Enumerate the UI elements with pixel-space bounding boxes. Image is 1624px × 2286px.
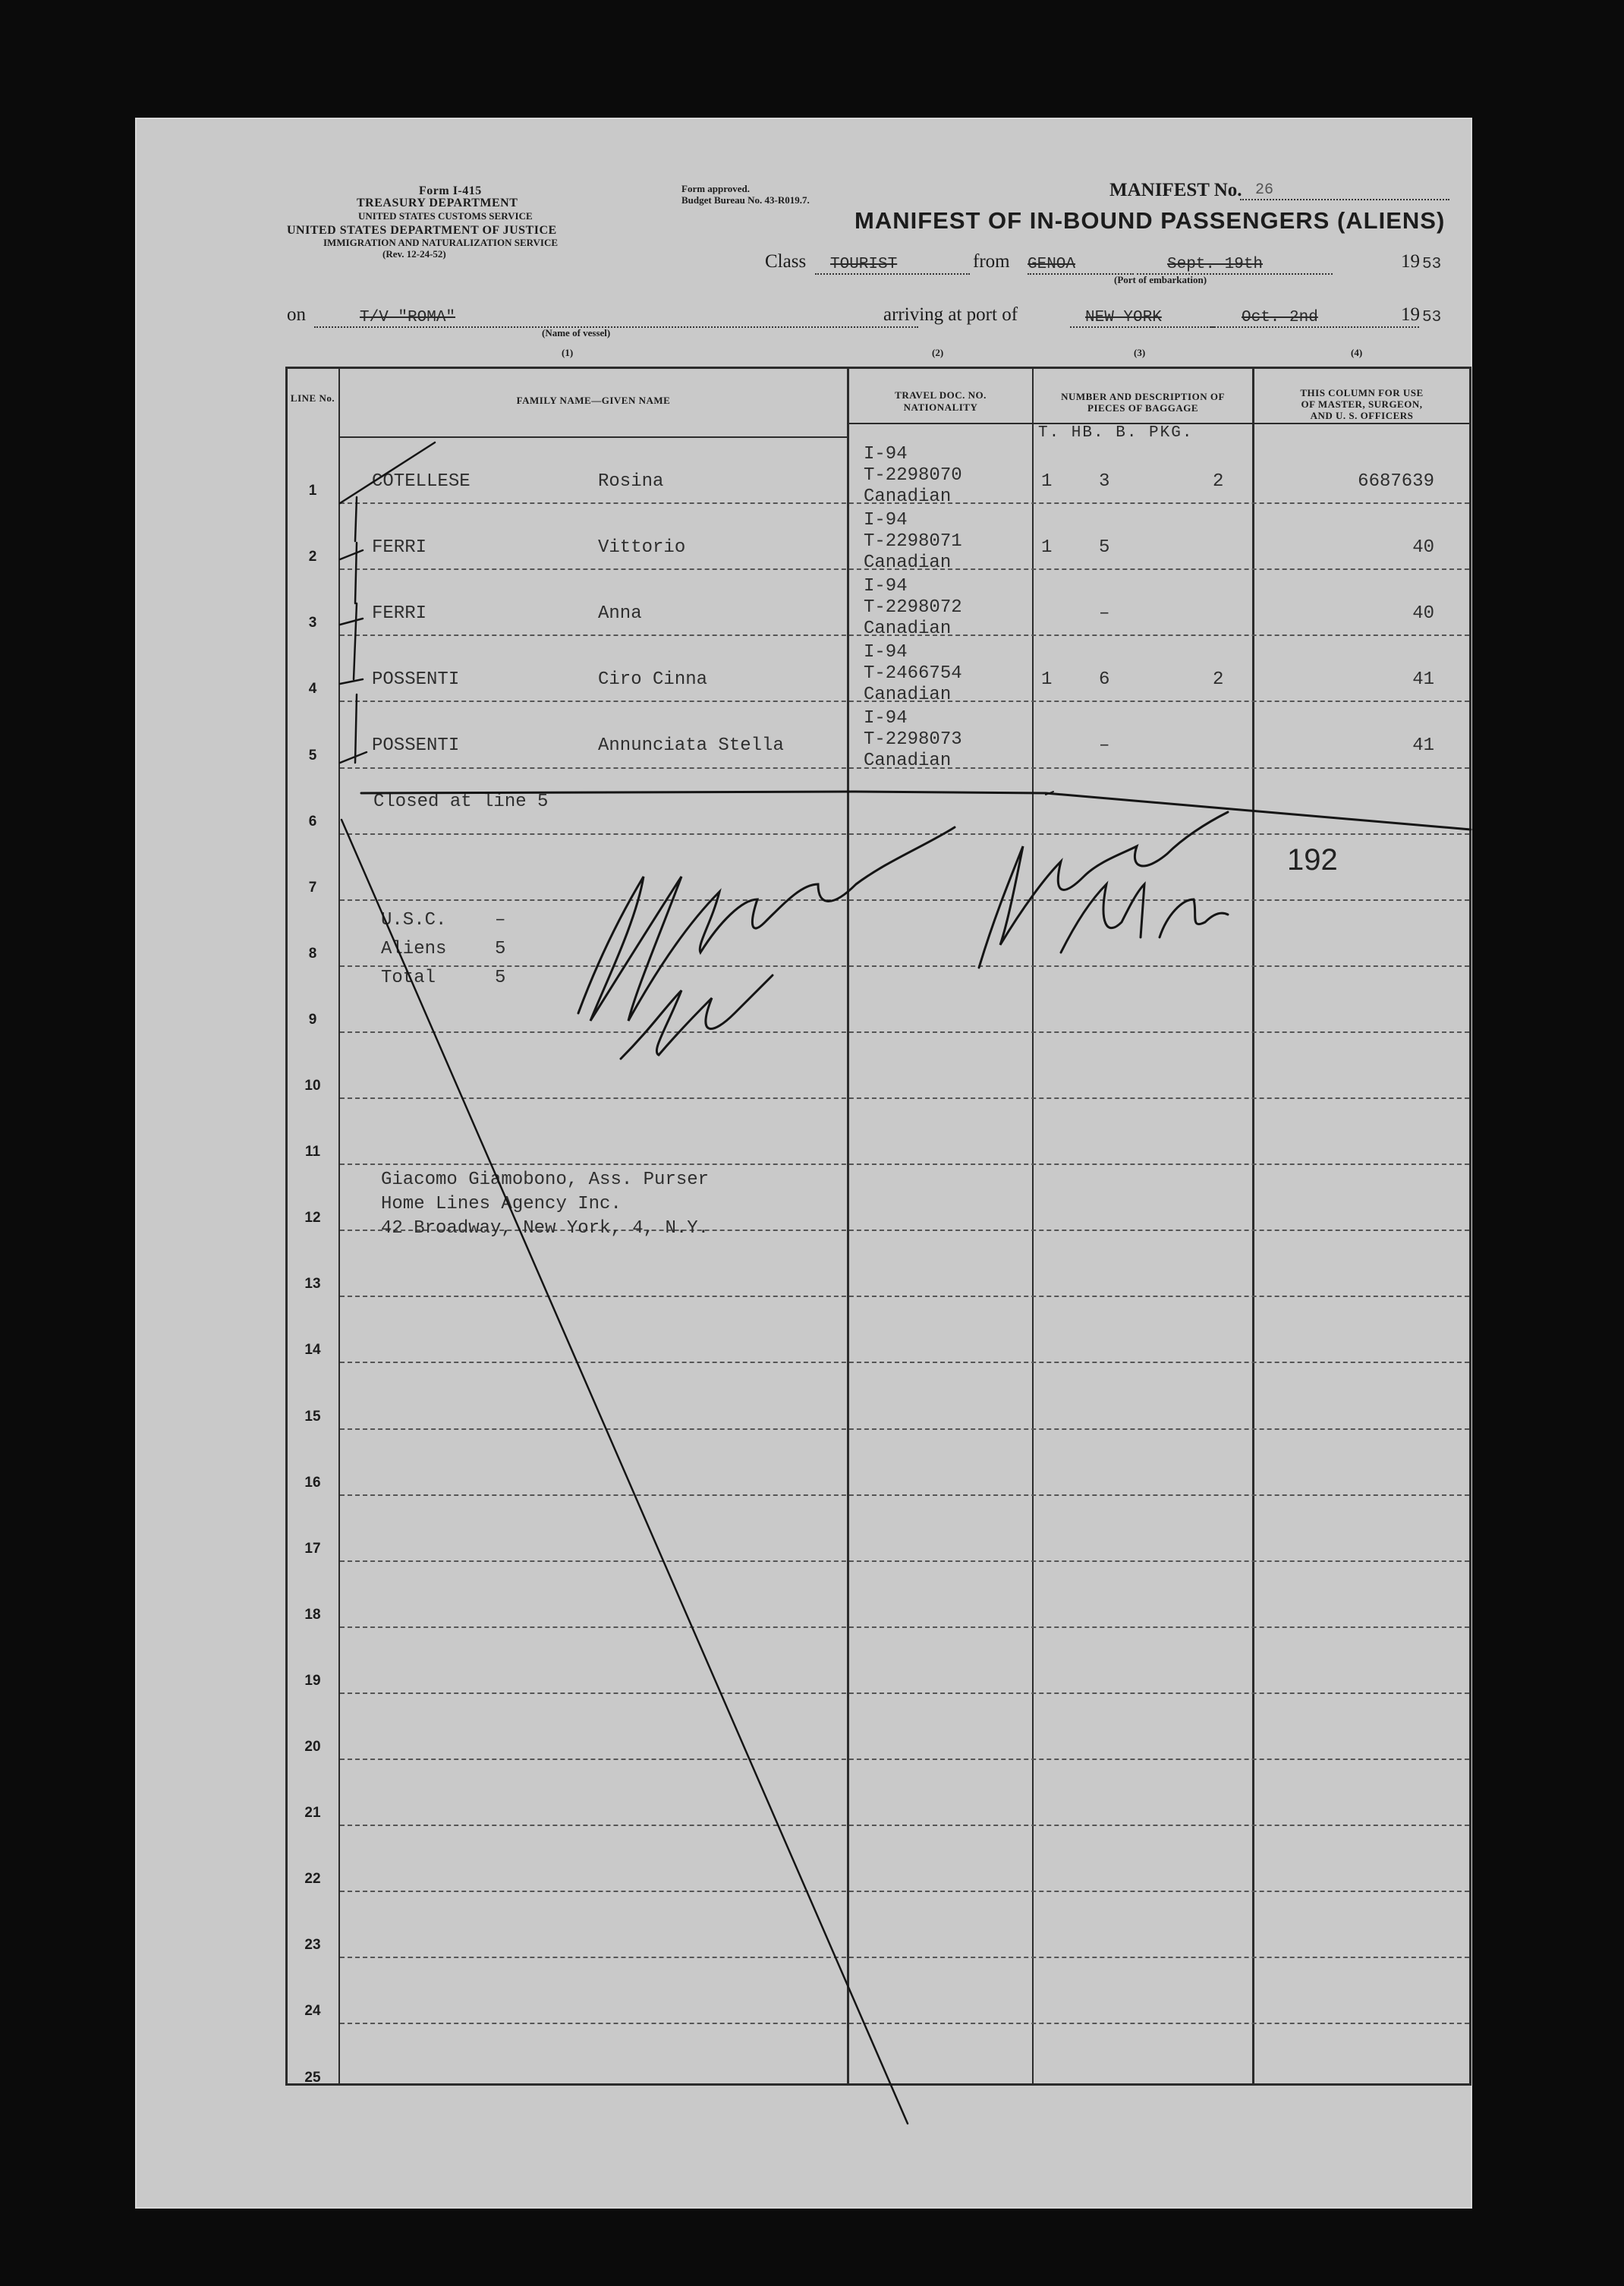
nationality: Canadian [864, 751, 952, 772]
year-prefix: 19 [1401, 251, 1420, 272]
form-approved: Form approved. [681, 183, 751, 194]
line-number: 1 [308, 483, 317, 499]
arrival-date: Oct. 2nd [1211, 309, 1419, 328]
line-number: 4 [308, 681, 317, 697]
doc-type: I-94 [864, 708, 908, 729]
embark-caption: (Port of embarkation) [1114, 274, 1207, 285]
line-number: 15 [304, 1408, 321, 1425]
line-number: 12 [304, 1210, 321, 1226]
line-number: 22 [304, 1871, 321, 1888]
baggage-hb: 5 [1099, 537, 1110, 559]
col-header-name: FAMILY NAME—GIVEN NAME [516, 395, 671, 406]
doc-number: T-2298072 [864, 597, 962, 619]
line-number: 24 [304, 2003, 321, 2020]
baggage-t: 1 [1041, 471, 1053, 492]
family-name: POSSENTI [372, 669, 460, 691]
officer-note: 41 [1412, 735, 1434, 757]
signature-right-2 [1061, 884, 1228, 952]
line-number: 19 [304, 1672, 321, 1689]
baggage-pkg: 2 [1213, 471, 1224, 492]
baggage-hb: 6 [1099, 669, 1110, 691]
line-number: 14 [304, 1342, 321, 1359]
line-number: 7 [308, 879, 317, 896]
line-number: 5 [308, 747, 317, 764]
treasury-dept: TREASURY DEPARTMENT [357, 197, 518, 209]
arrival-port: NEW YORK [1070, 309, 1214, 328]
vessel-name: T/V "ROMA" [314, 309, 918, 328]
justice-dept: UNITED STATES DEPARTMENT OF JUSTICE [287, 224, 557, 237]
handwritten-number: 192 [1287, 843, 1338, 877]
col-ref-4: (4) [1351, 347, 1363, 358]
aliens-label: Aliens [381, 939, 447, 959]
total-label: Total [381, 968, 436, 988]
doc-number: T-2298070 [864, 465, 962, 486]
closed-note: Closed at line 5 [373, 792, 549, 812]
manifest-label: MANIFEST No. [1109, 180, 1242, 200]
given-name: Rosina [598, 471, 664, 492]
year-value: 53 [1422, 256, 1442, 273]
line-number: 25 [304, 2069, 321, 2086]
given-name: Annunciata Stella [598, 735, 784, 757]
purser-address: 42 Broadway, New York, 4, N.Y. [381, 1218, 710, 1239]
nationality: Canadian [864, 685, 952, 706]
manifest-page [135, 118, 1472, 2209]
usc-value: – [495, 910, 506, 930]
baggage-subheader: T. HB. B. PKG. [1038, 424, 1194, 442]
line-number: 21 [304, 1805, 321, 1822]
col-header-line: LINE No. [290, 392, 335, 404]
family-name: POSSENTI [372, 735, 460, 757]
diagonal-cancel-line [341, 820, 908, 2124]
line-number: 9 [308, 1011, 317, 1028]
col-header-officers-2: OF MASTER, SURGEON, [1301, 398, 1423, 410]
check-mark [340, 603, 363, 684]
doc-type: I-94 [864, 576, 908, 597]
col-ref-2: (2) [932, 347, 944, 358]
family-name: FERRI [372, 603, 427, 625]
officer-note: 6687639 [1358, 471, 1434, 492]
check-mark [340, 497, 363, 559]
baggage-pkg: 2 [1213, 669, 1224, 691]
embark-date: Sept. 19th [1137, 256, 1333, 275]
arriving-label: arriving at port of [883, 304, 1018, 325]
nationality: Canadian [864, 553, 952, 574]
col-header-baggage-2: PIECES OF BAGGAGE [1087, 402, 1198, 414]
baggage-hb: – [1099, 603, 1110, 625]
doc-type: I-94 [864, 510, 908, 531]
line-number: 8 [308, 945, 317, 962]
officer-note: 40 [1412, 603, 1434, 625]
col-ref-3: (3) [1134, 347, 1146, 358]
on-label: on [287, 304, 306, 325]
from-value: GENOA [1028, 256, 1134, 275]
col-ref-1: (1) [562, 347, 574, 358]
line-number: 13 [304, 1276, 321, 1293]
given-name: Vittorio [598, 537, 686, 559]
form-number: Form I-415 [419, 184, 482, 197]
family-name: COTELLESE [372, 471, 471, 492]
usc-label: U.S.C. [381, 910, 447, 930]
class-label: Class [765, 251, 807, 272]
check-mark [340, 694, 367, 763]
handwriting-overlay [135, 118, 1472, 2209]
nationality: Canadian [864, 486, 952, 507]
signature-left-2 [621, 975, 773, 1059]
line-number: 10 [304, 1078, 321, 1094]
line-number: 17 [304, 1540, 321, 1557]
purser-agency: Home Lines Agency Inc. [381, 1194, 622, 1214]
nationality: Canadian [864, 619, 952, 640]
line-number: 6 [308, 813, 317, 830]
line-number: 3 [308, 615, 317, 631]
baggage-hb: 3 [1099, 471, 1110, 492]
col-header-nationality: NATIONALITY [903, 401, 978, 413]
baggage-t: 1 [1041, 669, 1053, 691]
class-value: TOURIST [815, 256, 970, 275]
doc-number: T-2466754 [864, 663, 962, 685]
vessel-caption: (Name of vessel) [542, 327, 611, 338]
aliens-value: 5 [495, 939, 506, 959]
col-header-officers: THIS COLUMN FOR USE [1300, 387, 1424, 398]
line-number: 2 [308, 549, 317, 565]
line-number: 20 [304, 1739, 321, 1755]
page-title: MANIFEST OF IN-BOUND PASSENGERS (ALIENS) [854, 207, 1446, 234]
baggage-t: 1 [1041, 537, 1053, 559]
doc-number: T-2298071 [864, 531, 962, 553]
year2-prefix: 19 [1401, 304, 1420, 325]
revision: (Rev. 12-24-52) [382, 248, 446, 260]
baggage-hb: – [1099, 735, 1110, 757]
check-mark [340, 442, 435, 503]
year2-value: 53 [1422, 309, 1442, 326]
customs-service: UNITED STATES CUSTOMS SERVICE [358, 210, 533, 222]
doc-type: I-94 [864, 642, 908, 663]
closing-line [361, 792, 1471, 830]
given-name: Anna [598, 603, 642, 625]
budget-bureau: Budget Bureau No. 43-R019.7. [681, 194, 810, 206]
line-number: 11 [304, 1144, 321, 1160]
total-value: 5 [495, 968, 506, 988]
line-number: 23 [304, 1937, 321, 1954]
signature-right [979, 812, 1228, 968]
line-number: 16 [304, 1474, 321, 1491]
manifest-number: 26 [1240, 181, 1449, 200]
officer-note: 40 [1412, 537, 1434, 559]
signature-left [578, 827, 955, 1021]
given-name: Ciro Cinna [598, 669, 708, 691]
col-header-officers-3: AND U. S. OFFICERS [1310, 410, 1414, 421]
purser-name: Giacomo Giamobono, Ass. Purser [381, 1170, 710, 1190]
ins-service: IMMIGRATION AND NATURALIZATION SERVICE [323, 237, 559, 248]
doc-number: T-2298073 [864, 729, 962, 751]
doc-type: I-94 [864, 444, 908, 464]
from-label: from [973, 251, 1010, 272]
line-number: 18 [304, 1606, 321, 1623]
col-header-doc: TRAVEL DOC. NO. [895, 389, 987, 401]
officer-note: 41 [1412, 669, 1434, 691]
family-name: FERRI [372, 537, 427, 559]
col-header-baggage: NUMBER AND DESCRIPTION OF [1061, 391, 1225, 402]
